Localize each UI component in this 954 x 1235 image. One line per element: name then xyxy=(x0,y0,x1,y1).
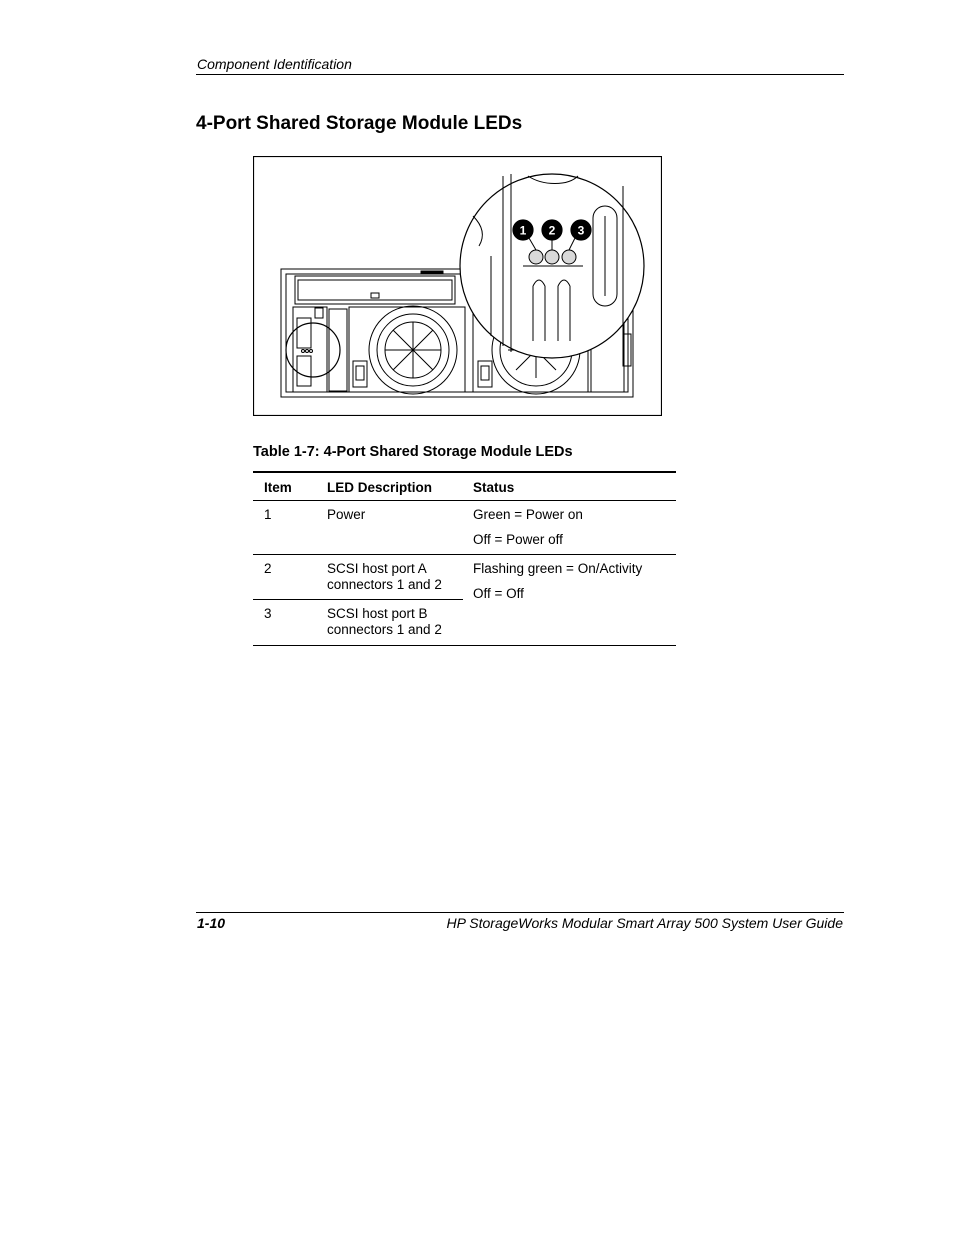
cell-description: SCSI host port B connectors 1 and 2 xyxy=(317,600,463,646)
table-caption: Table 1-7: 4-Port Shared Storage Module LEDs xyxy=(253,444,573,460)
page-title: 4-Port Shared Storage Module LEDs xyxy=(196,113,523,134)
storage-module-figure xyxy=(253,156,662,416)
cell-item: 3 xyxy=(253,600,317,646)
column-header-description: LED Description xyxy=(317,472,463,501)
status-line: Off = Off xyxy=(473,586,524,601)
cell-description: Power xyxy=(317,501,463,555)
table-row xyxy=(253,555,676,600)
callout-3: 3 xyxy=(577,223,585,238)
status-line: Green = Power on xyxy=(473,507,583,522)
callout-2: 2 xyxy=(548,223,556,238)
cell-item: 2 xyxy=(253,555,317,600)
table-row xyxy=(253,501,676,555)
cell-status xyxy=(463,501,676,555)
page-number: 1-10 xyxy=(197,915,226,931)
column-header-status: Status xyxy=(463,472,676,501)
callout-1: 1 xyxy=(519,223,527,238)
table-header-row xyxy=(253,472,676,501)
running-header: Component Identification xyxy=(197,56,352,72)
column-header-item: Item xyxy=(253,472,317,501)
status-line: Off = Power off xyxy=(473,532,563,547)
status-line: Flashing green = On/Activity xyxy=(473,561,643,576)
led-table xyxy=(253,471,676,646)
cell-item: 1 xyxy=(253,501,317,555)
magnified-inset xyxy=(460,174,644,358)
header-rule xyxy=(196,74,844,75)
guide-title: HP StorageWorks Modular Smart Array 500 System User Guide xyxy=(446,915,843,931)
cell-description: SCSI host port A connectors 1 and 2 xyxy=(317,555,463,600)
cell-status xyxy=(463,555,676,646)
footer-rule xyxy=(196,912,844,913)
